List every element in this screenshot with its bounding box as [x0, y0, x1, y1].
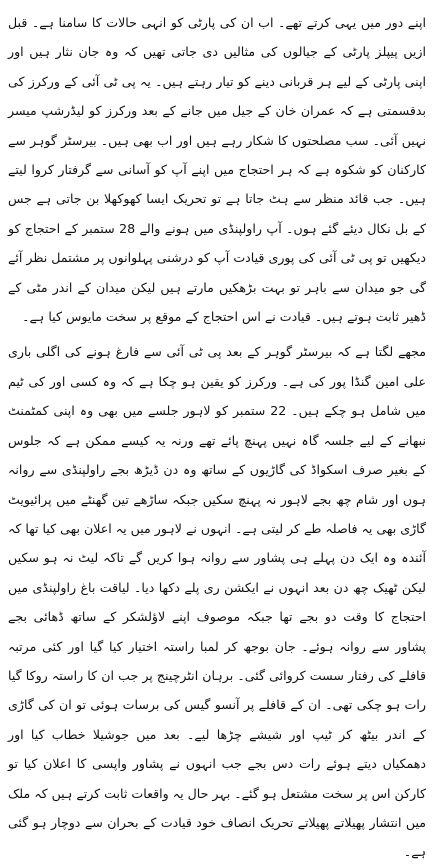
article-paragraph: اپنے دور میں یہی کرتے تھے۔ اب ان کی پارٹی کو انہی حالات کا سامنا ہے۔ قبل ازیں پیپلز پارٹی کے جیالوں کی مثالیں دی جاتی تھیں کہ وہ جان نثار ہیں اور اپنی پارٹی کے لیے ہر قربانی دینے کو تیار رہتے ہیں۔ یہ پی ٹی آئی کے ورکرز کی بدقسمتی ہے کہ عمران خان کے جیل میں جانے کے بعد ورکرز کو لیڈرشپ میسر نہیں آئی۔ سب مصلحتوں کا شکار رہے ہیں اور اب بھی ہیں۔ بیرسٹر گوہر سے کارکنان کو شکوہ ہے کہ ہر احتجاج میں اپنے آپ کو آسانی سے گرفتار کروا لیتے ہیں۔ جب قائد منظر سے ہٹ جاتا ہے تو تحریک ایسا کھوکھلا بن جاتی ہے جس کے بل نکال دیئے گئے ہوں۔ آپ راولپنڈی میں ہونے والے 28 ستمبر کے احتجاج کو دیکھیں تو پی ٹی آئی کی پوری قیادت آپ کو درشنی پہلوانوں پر مشتمل نظر آئے گی جو میدان سے باہر تو بہت بڑھکیں مارتے ہیں لیکن میدان کے اندر مٹی کے ڈھیر ثابت ہوتے ہیں۔ قیادت نے اس احتجاج کے موقع پر سخت مایوس کیا ہے۔ [8, 15, 426, 325]
article-paragraph: مجھے لگتا ہے کہ بیرسٹر گوہر کے بعد پی ٹی آئی سے فارغ ہونے کی اگلی باری علی امین گنڈا پور کی ہے۔ ورکرز کو یقین ہو چکا ہے کہ وہ کسی اور کی ٹیم میں شامل ہو چکے ہیں۔ 22 ستمبر کو لاہور جلسے میں بھی وہ اپنی کمٹمنٹ نبھانے کے لیے جلسہ گاہ نہیں پہنچ پائے تھے ورنہ یہ کیسے ممکن ہے کہ جلوس کے بغیر صرف اسکواڈ کی گاڑیوں کے ساتھ وہ دن ڈیڑھ بجے راولپنڈی سے روانہ ہوں اور شام چھ بجے لاہور نہ پہنچ سکیں جبکہ ساڑھے تین گھنٹے میں پرائیویٹ گاڑی بھی یہ فاصلہ طے کر لیتی ہے۔ انہوں نے لاہور میں یہ اعلان بھی کیا تھا کہ آئندہ وہ ایک دن پہلے ہی پشاور سے روانہ ہوا کریں گے تاکہ لیٹ نہ ہو سکیں لیکن ٹھیک چھ دن بعد انہوں نے ایکشن ری پلے دکھا دیا۔ لیاقت باغ راولپنڈی میں احتجاج کا وقت دو بجے تھا جبکہ موصوف اپنے لاؤلشکر کے ساتھ ڈھائی بجے پشاور سے روانہ ہوئے۔ جان بوجھ کر لمبا راستہ اختیار کیا گیا اور کئی مرتبہ قافلے کی رفتار سست کروائی گئی۔ برہان انٹرچینج پر جب ان کا راستہ روکا گیا رات ہو چکی تھی۔ ان کے قافلے پر آنسو گیس کی برسات ہوئی تو ان کی گاڑی کے اندر بیٹھ کر ٹیپ اور شیشے چڑھا لیے۔ بعد میں جوشیلا خطاب کیا اور دھمکیاں دیتے ہوئے رات دس بجے جب انہوں نے پشاور واپسی کا اعلان کیا تو کارکن اس پر سخت مشتعل ہو گئے۔ بہر حال یہ واقعات ثابت کرتے ہیں کہ ملک میں انتشار پھیلاتے پھیلاتے تحریک انصاف خود قیادت کے بحران سے دوچار ہو گئی ہے۔ [8, 344, 426, 860]
